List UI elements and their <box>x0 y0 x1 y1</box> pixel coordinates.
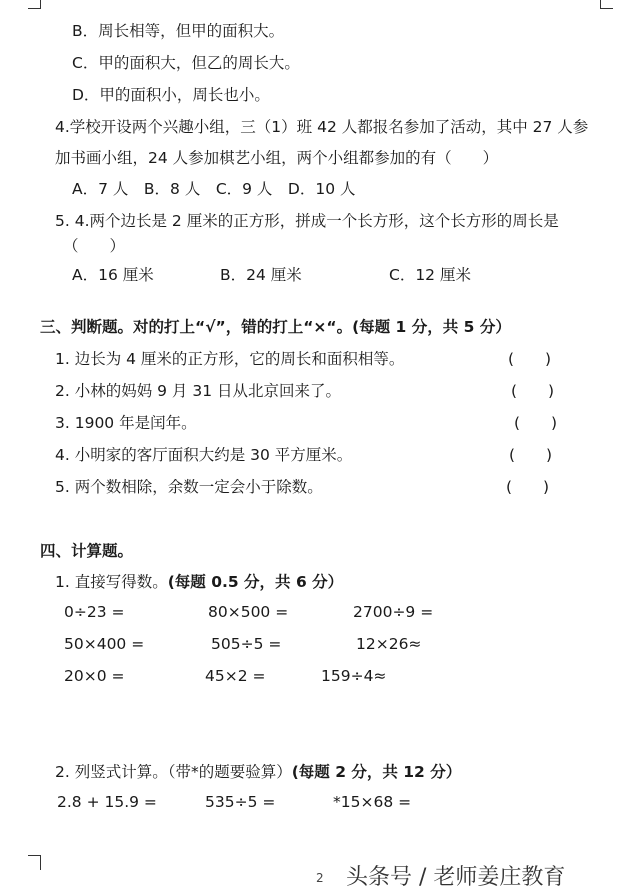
page-number: 2 <box>316 871 324 885</box>
calc-2-2: 505÷5 = <box>211 635 282 653</box>
answer-parentheses: ( ) <box>509 446 553 464</box>
crop-mark-bottom-left <box>28 855 41 870</box>
answer-parentheses: ( ) <box>508 350 552 368</box>
judge-item-3: 3. 1900 年是闰年。 <box>55 414 197 432</box>
calc-1-1: 0÷23 = <box>64 603 125 621</box>
calc-4-3: *15×68 = <box>333 793 412 811</box>
answer-parentheses: ( ) <box>511 382 555 400</box>
calc-sub1-label <box>55 572 343 592</box>
judge-item-1: 1. 边长为 4 厘米的正方形，它的周长和面积相等。 <box>55 350 405 368</box>
calc-1-2: 80×500 = <box>208 603 289 621</box>
q5-line2: （ ） <box>63 237 126 255</box>
crop-mark-top-left <box>28 0 41 9</box>
q5-option-c: C．12 厘米 <box>389 266 471 284</box>
calc-2-3: 12×26≈ <box>356 635 422 653</box>
q3-option-c: C．甲的面积大，但乙的周长大。 <box>72 54 300 72</box>
calc-sub1-text: 1. 直接写得数。 <box>55 573 168 591</box>
calc-sub2-score: (每题 2 分，共 12 分） <box>291 763 462 781</box>
section4-heading: 四、计算题。 <box>40 542 134 560</box>
calc-3-1: 20×0 = <box>64 667 125 685</box>
calc-4-1: 2.8 + 15.9 = <box>57 793 157 811</box>
calc-sub2-label <box>55 762 461 782</box>
q4-options: A．7 人 B．8 人 C．9 人 D．10 人 <box>72 180 356 198</box>
calc-3-3: 159÷4≈ <box>321 667 387 685</box>
calc-sub2-text: 2. 列竖式计算。（带*的题要验算） <box>55 763 292 781</box>
crop-mark-top-right <box>600 0 613 9</box>
calc-1-3: 2700÷9 = <box>353 603 434 621</box>
q5-option-a: A．16 厘米 <box>72 266 154 284</box>
calc-3-2: 45×2 = <box>205 667 266 685</box>
answer-parentheses: ( ) <box>514 414 558 432</box>
q3-option-d: D．甲的面积小，周长也小。 <box>72 86 270 104</box>
calc-sub1-score: (每题 0.5 分，共 6 分） <box>167 573 344 591</box>
judge-item-2: 2. 小林的妈妈 9 月 31 日从北京回来了。 <box>55 382 342 400</box>
answer-parentheses: ( ) <box>506 478 550 496</box>
q5-line1: 5. 4.两个边长是 2 厘米的正方形，拼成一个长方形，这个长方形的周长是 <box>55 212 559 230</box>
q5-option-b: B．24 厘米 <box>220 266 302 284</box>
judge-item-5: 5. 两个数相除，余数一定会小于除数。 <box>55 478 323 496</box>
q4-line2: 加书画小组，24 人参加棋艺小组，两个小组都参加的有（ ） <box>55 149 499 167</box>
calc-4-2: 535÷5 = <box>205 793 276 811</box>
q3-option-b: B．周长相等，但甲的面积大。 <box>72 22 285 40</box>
calc-2-1: 50×400 = <box>64 635 145 653</box>
watermark-text: 头条号 / 老师姜庄教育 <box>346 865 566 890</box>
judge-item-4: 4. 小明家的客厅面积大约是 30 平方厘米。 <box>55 446 353 464</box>
q4-line1: 4.学校开设两个兴趣小组，三（1）班 42 人都报名参加了活动，其中 27 人参 <box>55 118 589 136</box>
section3-heading: 三、判断题。对的打上“√”，错的打上“×“。(每题 1 分，共 5 分） <box>40 318 511 336</box>
